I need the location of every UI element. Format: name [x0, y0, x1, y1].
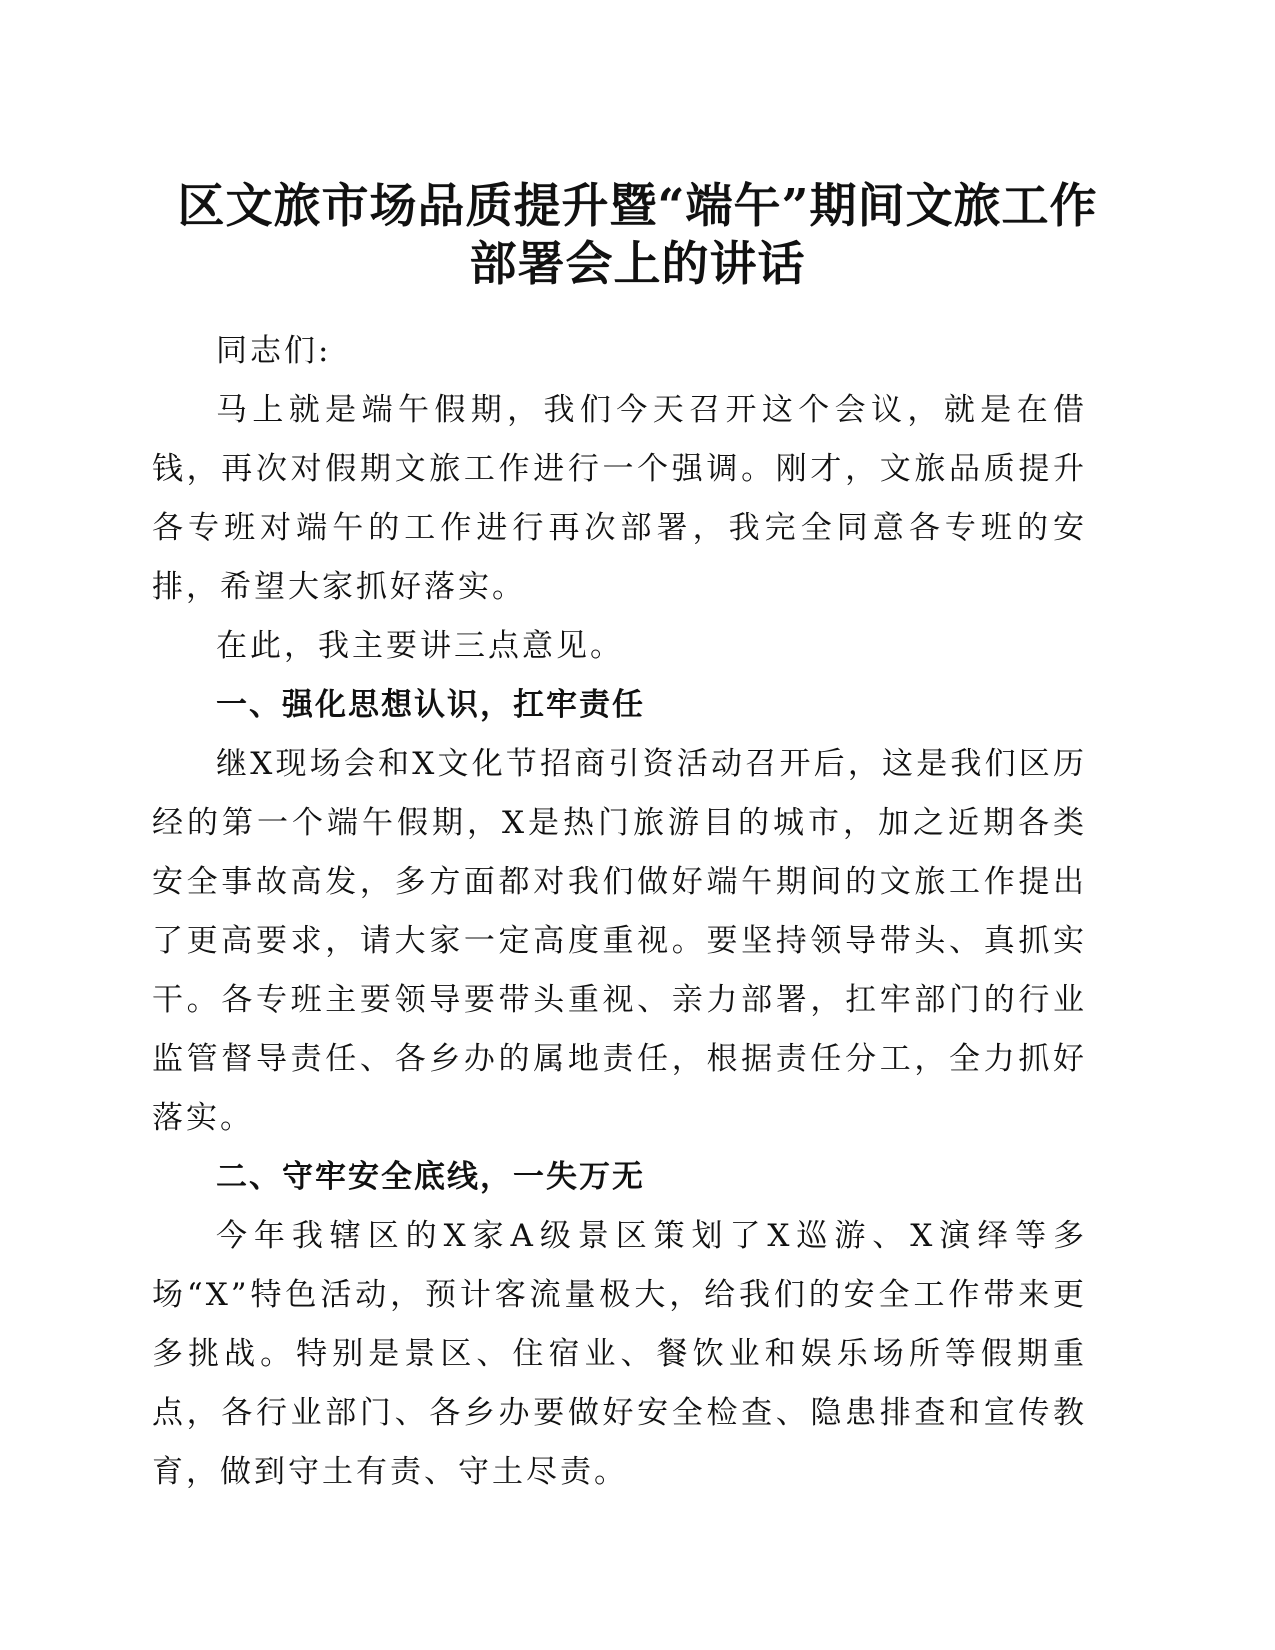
- section-1-paragraph: 继X现场会和X文化节招商引资活动召开后，这是我们区历经的第一个端午假期，X是热门旅游目的城市，加之近期各类安全事故高发，多方面都对我们做好端午期间的文旅工作提出了更高要求，请大家一定高度重视。要坚持领导带头、真抓实干。各专班主要领导要带头重视、亲力部署，扛牢部门的行业监管督导责任、各乡办的属地责任，根据责任分工，全力抓好落实。: [152, 746, 1087, 1136]
- salutation: 同志们:: [216, 333, 332, 369]
- section-2-paragraph: 今年我辖区的X家A级景区策划了X巡游、X演绎等多场“X”特色活动，预计客流量极大，给我们的安全工作带来更多挑战。特别是景区、住宿业、餐饮业和娱乐场所等假期重点，各行业部门、各乡办要做好安全检查、隐患排查和宣传教育，做到守土有责、守土尽责。: [152, 1218, 1087, 1490]
- section-heading-1: 一、强化思想认识，扛牢责任: [216, 687, 645, 723]
- intro-paragraph: 马上就是端午假期，我们今天召开这个会议，就是在借钱，再次对假期文旅工作进行一个强调。刚才，文旅品质提升各专班对端午的工作进行再次部署，我完全同意各专班的安排，希望大家抓好落实。: [152, 392, 1087, 605]
- section-heading-2: 二、守牢安全底线，一失万无: [216, 1159, 645, 1195]
- document-body: [152, 322, 1087, 1502]
- overview-paragraph: 在此，我主要讲三点意见。: [216, 628, 624, 664]
- document-title-line-1: 区文旅市场品质提升暨“端午”期间文旅工作: [177, 179, 1098, 234]
- document-title-line-2: 部署会上的讲话: [469, 237, 806, 292]
